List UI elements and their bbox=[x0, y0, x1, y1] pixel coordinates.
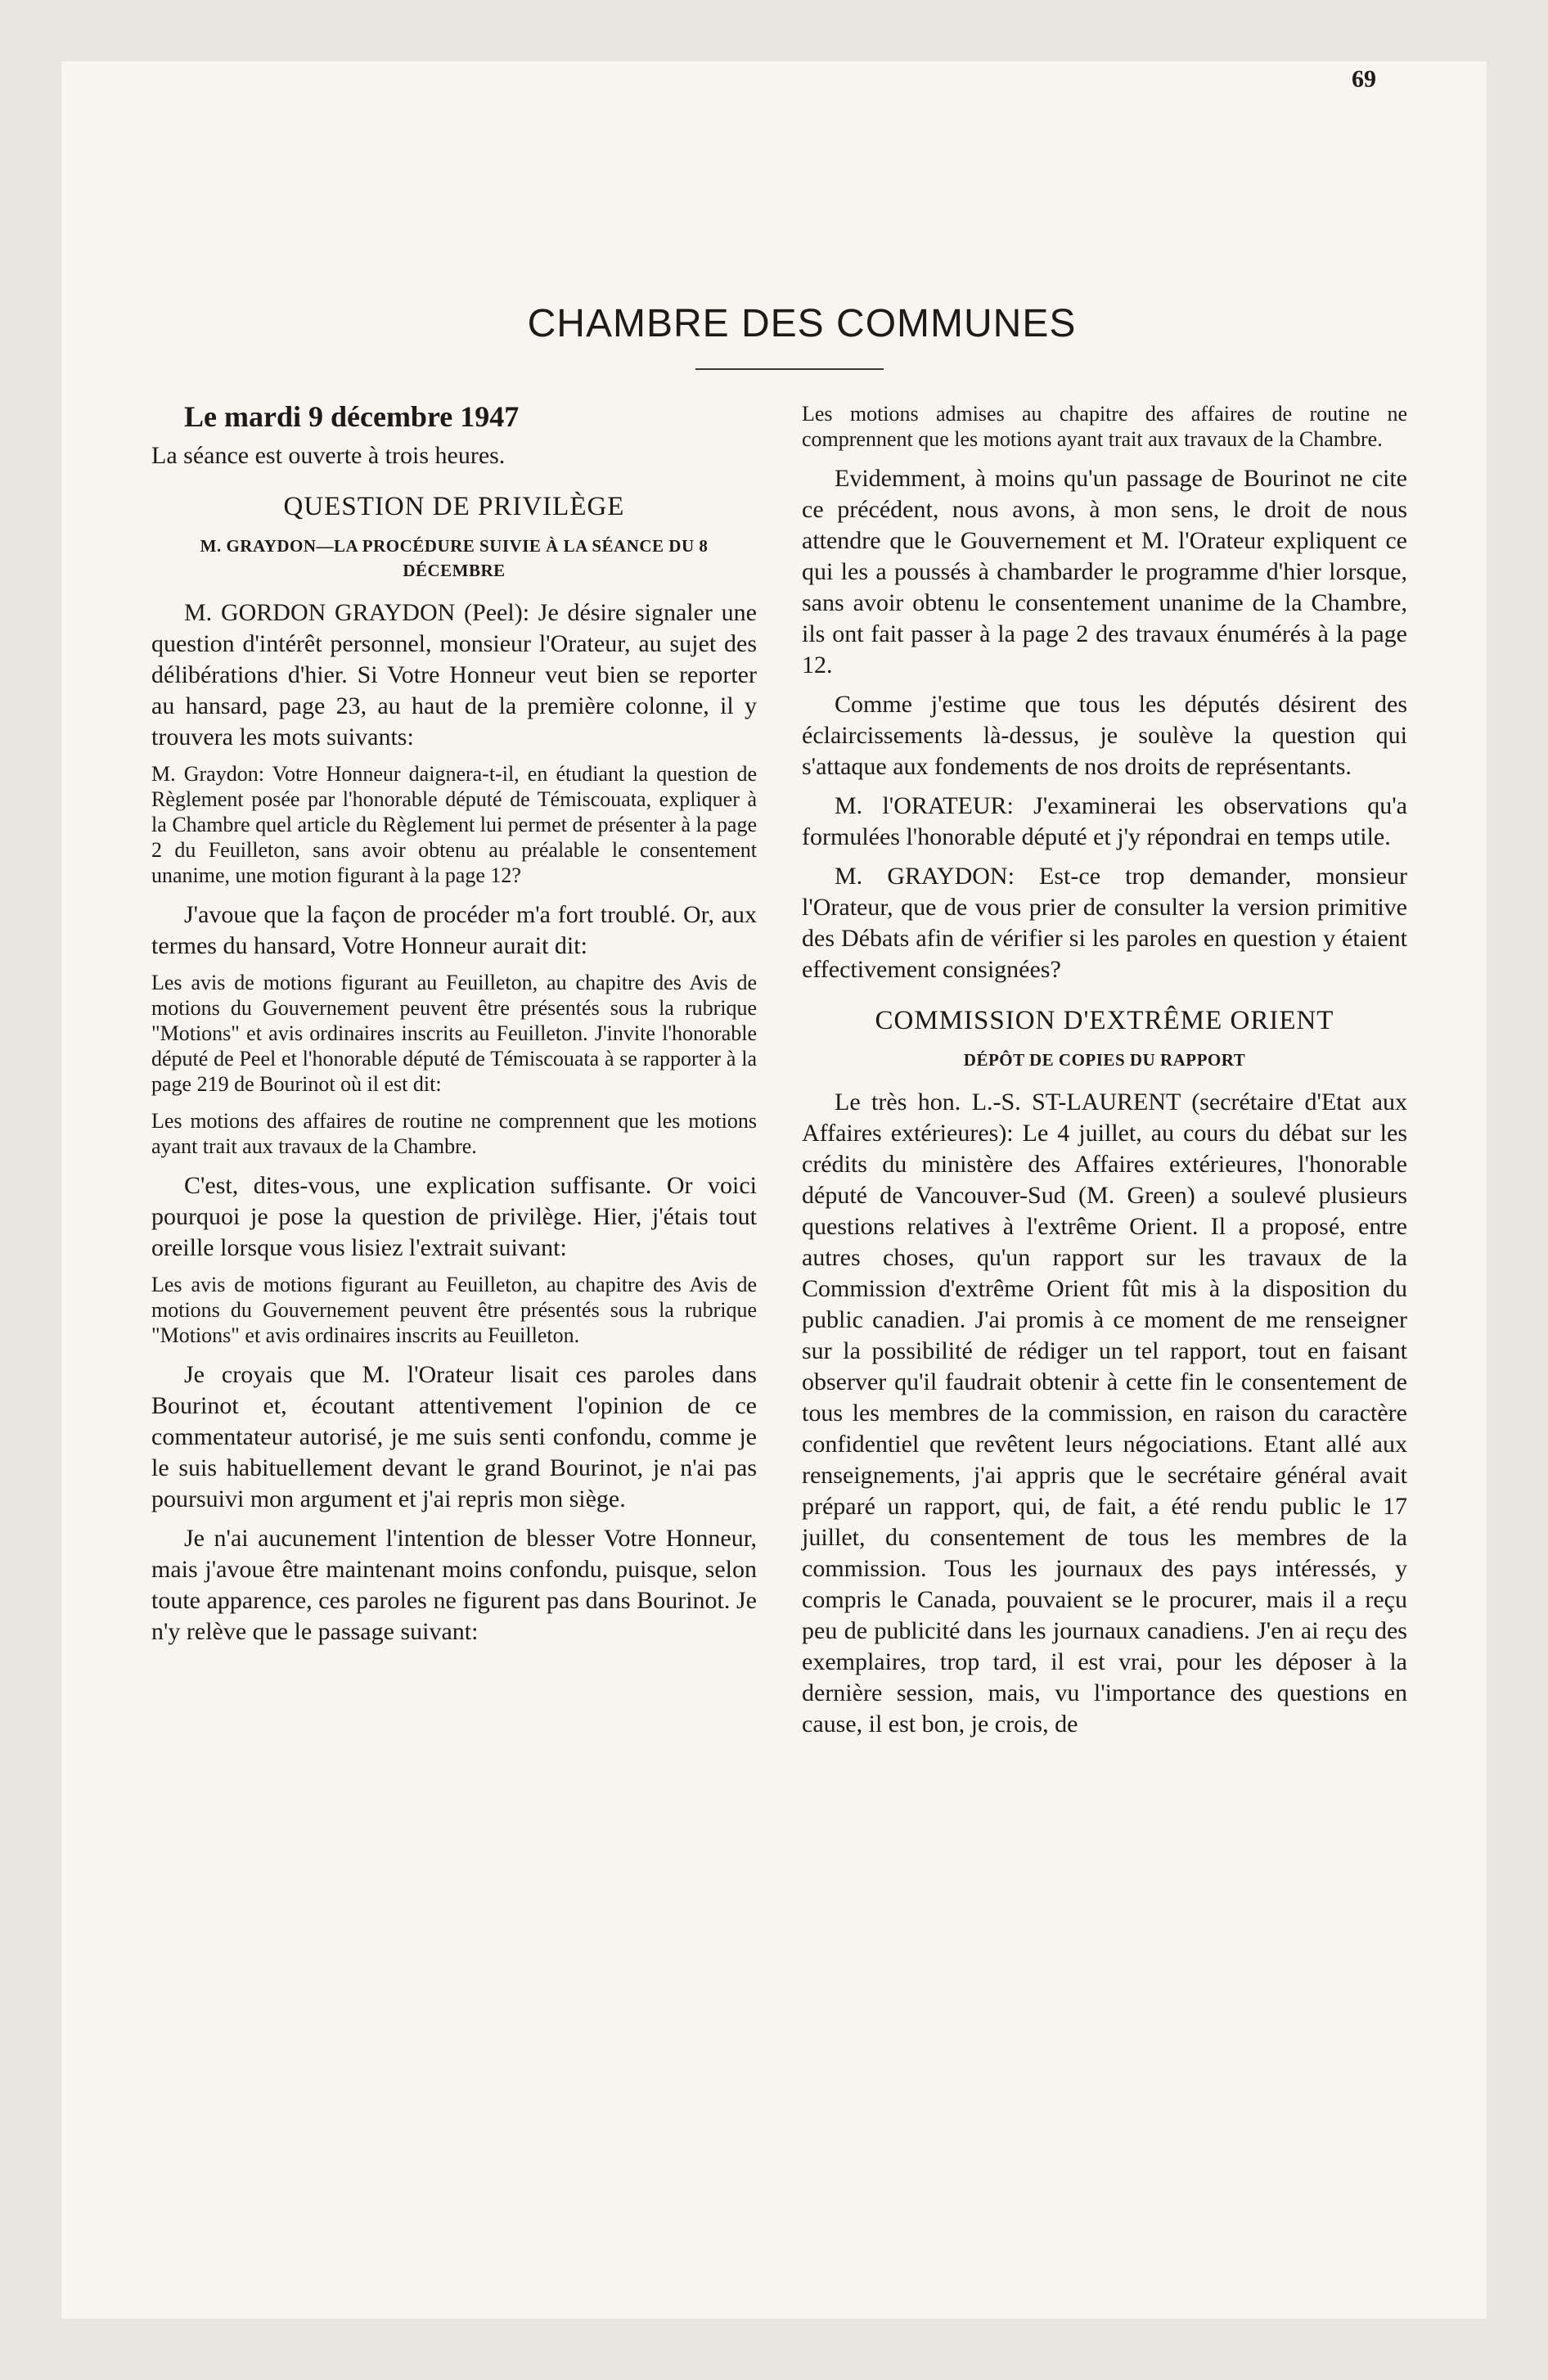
paragraph: C'est, dites-vous, une explication suffisante. Or voici pourquoi je pose la question de privilège. Hier, j'étais tout oreille lorsque vous lisiez l'extrait suivant: bbox=[151, 1172, 757, 1261]
quotation: Les motions des affaires de routine ne comprennent que les motions ayant trait aux travaux de la Chambre. bbox=[151, 1109, 757, 1158]
paragraph: M. l'ORATEUR: J'examinerai les observations qu'a formulées l'honorable député et j'y répondrai en temps utile. bbox=[802, 792, 1407, 850]
paragraph: Je croyais que M. l'Orateur lisait ces paroles dans Bourinot et, écoutant attentivement l'opinion de ce commentateur autorisé, je me suis senti confondu, comme je le suis habituellement devant le grand Bourinot, je n'ai pas poursuivi mon argument et j'ai repris mon siège. bbox=[151, 1361, 757, 1512]
section-heading-far-east-commission: COMMISSION D'EXTRÊME ORIENT bbox=[875, 1006, 1334, 1035]
paragraph: Evidemment, à moins qu'un passage de Bourinot ne cite ce précédent, nous avons, à mon sens, le droit de nous attendre que le Gouvernement et M. l'Orateur expliquent ce qui les a poussés à chambarder le programme d'hier lorsque, sans avoir obtenu le consentement unanime de la Chambre, ils ont fait passer à la page 2 des travaux énumérés à la page 12. bbox=[802, 465, 1407, 678]
title-divider bbox=[695, 368, 884, 370]
subheading-report-tabling: DÉPÔT DE COPIES DU RAPPORT bbox=[963, 1050, 1246, 1070]
page-title: CHAMBRE DES COMMUNES bbox=[527, 302, 1077, 345]
paragraph: Comme j'estime que tous les députés désirent des éclaircissements là-dessus, je soulève la question qui s'attaque aux fondements de nos droits de représentants. bbox=[802, 691, 1407, 780]
subheading-graydon: M. GRAYDON—LA PROCÉDURE SUIVIE À LA SÉANCE DU 8 DÉCEMBRE bbox=[200, 536, 709, 580]
opening-line: La séance est ouverte à trois heures. bbox=[151, 442, 506, 469]
left-column bbox=[151, 401, 757, 1656]
paragraph: M. GORDON GRAYDON (Peel): Je désire signaler une question d'intérêt personnel, monsieur l'Orateur, au sujet des délibérations d'hier. Si Votre Honneur veut bien se reporter au hansard, page 23, au haut de la première colonne, il y trouvera les mots suivants: bbox=[151, 599, 757, 751]
quotation: Les avis de motions figurant au Feuilleton, au chapitre des Avis de motions du Gouvernement peuvent être présentés sous la rubrique "Motions" et avis ordinaires inscrits au Feuilleton. bbox=[151, 1273, 757, 1347]
quotation: M. Graydon: Votre Honneur daignera-t-il, en étudiant la question de Règlement posée par l'honorable député de Témiscouata, expliquer à la Chambre quel article du Règlement lui permet de présenter à la page 2 du Feuilleton, sans avoir obtenu au préalable le consentement unanime, une motion figurant à la page 12? bbox=[151, 762, 757, 887]
quotation: Les avis de motions figurant au Feuilleton, au chapitre des Avis de motions du Gouvernement peuvent être présentés sous la rubrique "Motions" et avis ordinaires inscrits au Feuilleton. J'invite l'honorable député de Peel et l'honorable député de Témiscouata à se rapporter à la page 219 de Bourinot où il est dit: bbox=[151, 971, 757, 1096]
quotation: Les motions admises au chapitre des affaires de routine ne comprennent que les motions ayant trait aux travaux de la Chambre. bbox=[802, 402, 1407, 451]
paragraph: M. GRAYDON: Est-ce trop demander, monsieur l'Orateur, que de vous prier de consulter la version primitive des Débats afin de vérifier si les paroles en question y étaient effectivement consignées? bbox=[802, 863, 1407, 983]
section-heading-privilege: QUESTION DE PRIVILÈGE bbox=[283, 492, 625, 521]
paragraph: Le très hon. L.-S. ST-LAURENT (secrétaire d'Etat aux Affaires extérieures): Le 4 juillet, au cours du débat sur les crédits du ministère des Affaires extérieures, l'honorable député de Vancouver-Sud (M. Green) a soulevé plusieurs questions relatives à l'extrême Orient. Il a proposé, entre autres choses, qu'un rapport sur les travaux de la Commission d'extrême Orient fût mis à la disposition du public canadien. J'ai promis à ce moment de me renseigner sur la possibilité de rédiger un tel rapport, tout en faisant observer qu'il faudrait obtenir à cette fin le consentement de tous les membres de la commission, en raison du caractère confidentiel que revêtent leurs négociations. Etant allé aux renseignements, j'ai appris que le secrétaire général avait préparé un rapport, qui, de fait, a été rendu public le 17 juillet, du consentement de tous les membres de la commission. Tous les journaux des pays intéressés, y compris le Canada, pouvaient se le procurer, mais il a reçu peu de publicité dans les journaux canadiens. J'en ai reçu des exemplaires, trop tard, il est vrai, pour les déposer à la dernière session, mais, vu l'importance des questions en cause, il est bon, je crois, de bbox=[802, 1089, 1407, 1738]
sitting-date: Le mardi 9 décembre 1947 bbox=[184, 400, 520, 433]
paragraph: J'avoue que la façon de procéder m'a fort troublé. Or, aux termes du hansard, Votre Honneur aurait dit: bbox=[151, 901, 757, 959]
right-column bbox=[802, 401, 1407, 1748]
page-number: 69 bbox=[1352, 65, 1376, 92]
paragraph: Je n'ai aucunement l'intention de blesser Votre Honneur, mais j'avoue être maintenant moins confondu, puisque, selon toute apparence, ces paroles ne figurent pas dans Bourinot. Je n'y relève que le passage suivant: bbox=[151, 1525, 757, 1645]
